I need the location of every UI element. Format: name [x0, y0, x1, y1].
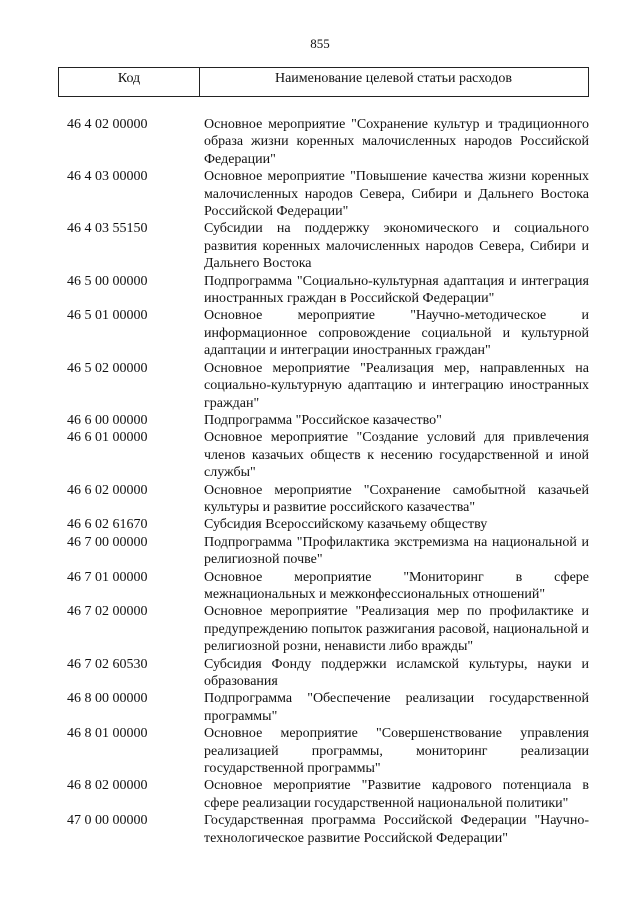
item-code: 47 0 00 00000: [67, 813, 148, 829]
list-item: [0, 569, 640, 604]
item-code: 46 7 00 00000: [67, 534, 148, 550]
item-name: Подпрограмма "Обеспечение реализации государственной программы": [204, 691, 589, 724]
item-code: 46 8 01 00000: [67, 726, 148, 742]
list-item: [0, 307, 640, 359]
header-code-column: Код: [59, 68, 200, 96]
item-code: 46 4 03 00000: [67, 169, 148, 185]
item-code: 46 6 02 00000: [67, 482, 148, 498]
header-name-column: Наименование целевой статьи расходов: [274, 71, 513, 86]
item-name: Основное мероприятие "Научно-методическое и информационное сопровождение социальной и культурной адаптации и интеграции иностранных граждан": [204, 308, 589, 359]
list-item: [0, 220, 640, 272]
item-name: Основное мероприятие "Реализация мер, направленных на социально-культурную адаптацию и интеграцию иностранных граждан": [204, 360, 589, 411]
list-item: [0, 656, 640, 691]
item-name: Основное мероприятие "Мониторинг в сфере межнациональных и межконфессиональных отношений": [204, 569, 589, 602]
item-code: 46 8 00 00000: [67, 691, 148, 707]
item-code: 46 5 01 00000: [67, 308, 148, 324]
list-item: [0, 812, 640, 847]
table-header: [58, 67, 589, 97]
item-name: Основное мероприятие "Развитие кадрового потенциала в сфере реализации государственной национальной политики": [204, 778, 589, 811]
item-code: 46 4 02 00000: [67, 117, 148, 132]
item-name: Субсидия Всероссийскому казачьему обществу: [204, 517, 488, 533]
item-code: 46 7 01 00000: [67, 569, 148, 585]
item-name: Государственная программа Российской Федерации "Научно-технологическое развитие Российской Федерации": [204, 813, 589, 846]
item-name: Основное мероприятие "Повышение качества жизни коренных малочисленных народов Севера, Сибири и Дальнего Востока Российской Федерации": [204, 169, 589, 220]
item-name: Подпрограмма "Социально-культурная адаптация и интеграция иностранных граждан в Российской Федерации": [204, 273, 589, 307]
item-name: Основное мероприятие "Создание условий для привлечения членов казачьих обществ к несению государственной и иной службы": [204, 430, 589, 481]
list-item: [0, 273, 640, 308]
item-name: Субсидии на поддержку экономического и социального развития коренных малочисленных народов Севера, Сибири и Дальнего Востока: [204, 221, 589, 272]
list-item: [0, 412, 640, 429]
list-item: [0, 360, 640, 412]
list-item: [0, 168, 640, 220]
item-name: Основное мероприятие "Сохранение культур и традиционного образа жизни коренных малочисленных народов Российской Федерации": [204, 117, 589, 167]
list-item: [0, 690, 640, 725]
list-item: [0, 482, 640, 517]
item-code: 46 6 00 00000: [67, 412, 148, 428]
budget-items-list: [0, 116, 640, 847]
item-code: 46 6 01 00000: [67, 430, 148, 446]
item-name: Подпрограмма "Российское казачество": [204, 412, 442, 428]
item-name: Основное мероприятие "Сохранение самобытной казачьей культуры и развитие российского казачества": [204, 482, 589, 515]
item-name: Основное мероприятие "Реализация мер по профилактике и предупреждению попыток разжигания расовой, национальной и религиозной розни, ненависти либо вражды": [204, 604, 589, 655]
list-item: [0, 116, 640, 168]
item-name: Субсидия Фонду поддержки исламской культуры, науки и образования: [204, 656, 589, 689]
item-name: Основное мероприятие "Совершенствование управления реализацией программы, мониторинг реализации государственной программы": [204, 726, 589, 777]
list-item: [0, 725, 640, 777]
list-item: [0, 516, 640, 533]
item-code: 46 7 02 60530: [67, 656, 148, 672]
item-code: 46 7 02 00000: [67, 604, 148, 620]
item-code: 46 5 00 00000: [67, 273, 148, 289]
item-code: 46 8 02 00000: [67, 778, 148, 794]
item-code: 46 4 03 55150: [67, 221, 148, 237]
page-number: 855: [310, 36, 330, 51]
list-item: [0, 777, 640, 812]
list-item: [0, 534, 640, 569]
list-item: [0, 429, 640, 481]
item-code: 46 5 02 00000: [67, 360, 148, 376]
item-code: 46 6 02 61670: [67, 517, 148, 533]
item-name: Подпрограмма "Профилактика экстремизма на национальной и религиозной почве": [204, 534, 589, 568]
list-item: [0, 603, 640, 655]
